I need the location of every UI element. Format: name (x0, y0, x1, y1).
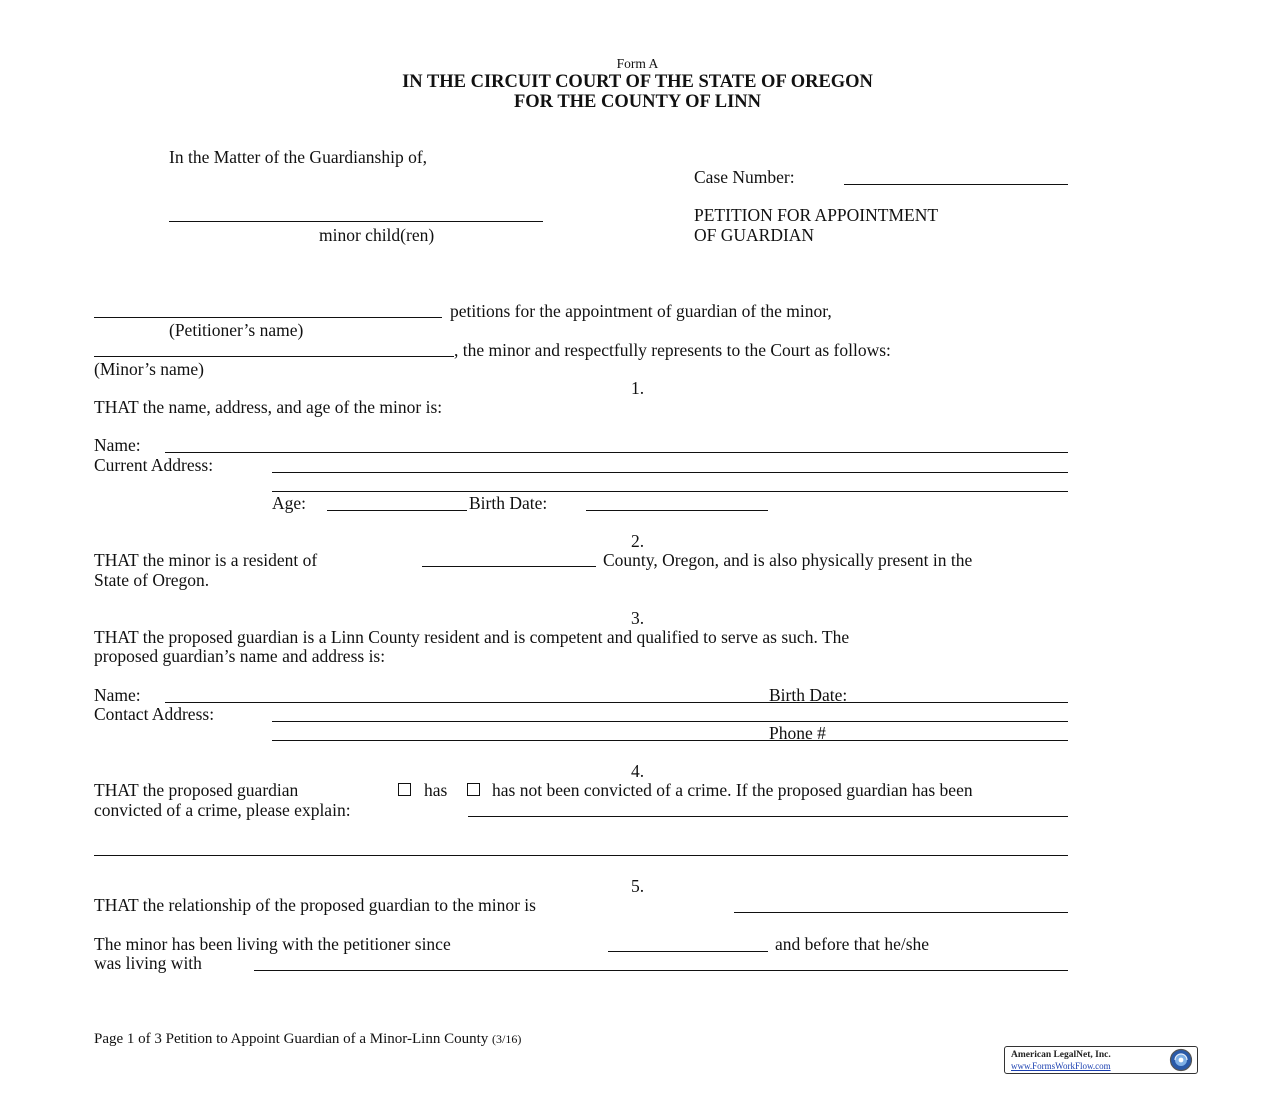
guardian-birth-date-label: Birth Date: (769, 685, 848, 705)
contact-address-field-2[interactable] (272, 740, 1068, 741)
petitioner-name-label: (Petitioner’s name) (169, 320, 304, 340)
page-footer-text: Page 1 of 3 Petition to Appoint Guardian of a Minor-Linn County (94, 1031, 489, 1047)
county-field[interactable] (422, 566, 596, 567)
living-since-date-field[interactable] (608, 951, 768, 952)
section-4-text-line2: convicted of a crime, please explain: (94, 800, 351, 820)
section-4-number: 4. (630, 761, 645, 781)
current-address-field[interactable] (272, 472, 1068, 473)
was-living-with-text: was living with (94, 953, 202, 973)
previous-residence-field[interactable] (254, 970, 1068, 971)
has-label: has (424, 780, 448, 800)
section-2-text-after: County, Oregon, and is also physically present in the (603, 550, 973, 570)
minor-name-label-2: Name: (94, 435, 141, 455)
birth-date-label: Birth Date: (469, 493, 548, 513)
current-address-field-2[interactable] (272, 491, 1068, 492)
contact-address-label: Contact Address: (94, 704, 215, 724)
section-3-text: THAT the proposed guardian is a Linn County resident and is competent and qualified to serve as such. The (94, 627, 850, 647)
american-legalnet-logo[interactable] (1004, 1046, 1198, 1074)
court-title: IN THE CIRCUIT COURT OF THE STATE OF OREGON (402, 72, 873, 92)
section-5-text: THAT the relationship of the proposed guardian to the minor is (94, 895, 536, 915)
living-since-text: The minor has been living with the petitioner since (94, 934, 451, 954)
crime-explanation-field[interactable] (468, 816, 1068, 817)
before-that-text: and before that he/she (775, 934, 930, 954)
case-number-label: Case Number: (694, 167, 795, 187)
phone-label: Phone # (769, 723, 826, 743)
represents-text: , the minor and respectfully represents to the Court as follows: (454, 340, 891, 360)
logo-website-link[interactable]: www.FormsWorkFlow.com (1011, 1061, 1111, 1071)
section-4-text: THAT the proposed guardian (94, 780, 299, 800)
contact-address-field[interactable] (272, 721, 1068, 722)
section-5-number: 5. (630, 876, 645, 896)
has-checkbox[interactable] (398, 783, 411, 796)
case-number-field[interactable] (844, 184, 1068, 185)
logo-company-name: American LegalNet, Inc. (1011, 1050, 1111, 1060)
section-1-text: THAT the name, address, and age of the minor is: (94, 397, 443, 417)
minor-child-label: minor child(ren) (319, 225, 435, 245)
petitions-text: petitions for the appointment of guardian of the minor, (450, 301, 832, 321)
relationship-field[interactable] (734, 912, 1068, 913)
crime-explanation-field-2[interactable] (94, 855, 1068, 856)
page-footer (94, 1032, 521, 1047)
globe-icon (1169, 1048, 1193, 1072)
minor-name-field[interactable] (94, 356, 454, 357)
minor-full-name-field[interactable] (165, 452, 1068, 453)
minor-name-label: (Minor’s name) (94, 359, 204, 379)
current-address-label: Current Address: (94, 455, 214, 475)
page-footer-version: (3/16) (492, 1032, 522, 1046)
age-label: Age: (272, 493, 307, 513)
form-label: Form A (616, 56, 659, 71)
has-not-checkbox[interactable] (467, 783, 480, 796)
guardian-name-label: Name: (94, 685, 141, 705)
petition-title: PETITION FOR APPOINTMENT (694, 205, 939, 225)
age-field[interactable] (327, 510, 467, 511)
section-2-text: THAT the minor is a resident of (94, 550, 318, 570)
birth-date-field[interactable] (586, 510, 768, 511)
section-2-text-line2: State of Oregon. (94, 570, 210, 590)
guardian-name-field[interactable] (165, 702, 1068, 703)
section-3-text-line2: proposed guardian’s name and address is: (94, 646, 386, 666)
minor-child-name-field[interactable] (169, 221, 543, 222)
matter-caption: In the Matter of the Guardianship of, (169, 147, 428, 167)
section-2-number: 2. (630, 531, 645, 551)
section-3-number: 3. (630, 608, 645, 628)
petitioner-name-field[interactable] (94, 317, 442, 318)
section-4-text-rest: has not been convicted of a crime. If the proposed guardian has been (492, 780, 973, 800)
section-1-number: 1. (630, 378, 645, 398)
petition-title-2: OF GUARDIAN (694, 225, 815, 245)
county-title: FOR THE COUNTY OF LINN (513, 92, 762, 112)
